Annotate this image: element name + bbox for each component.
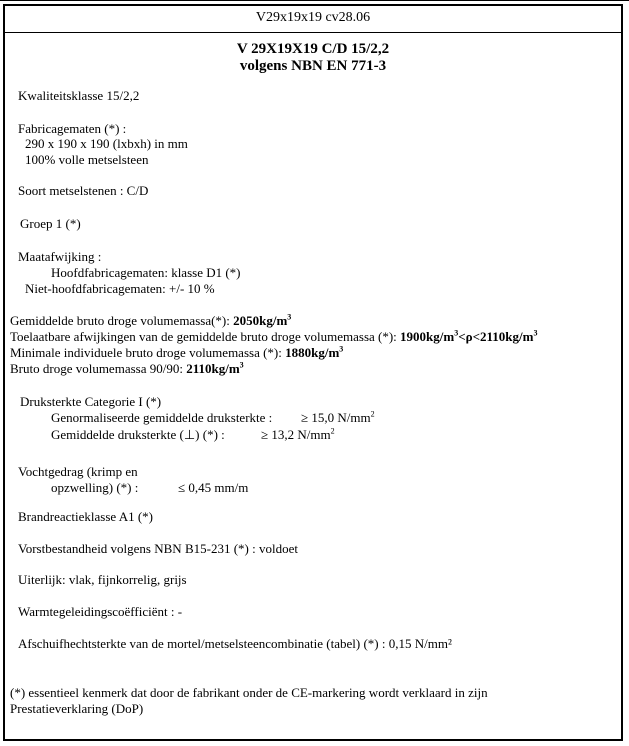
uiterlijk: Uiterlijk: vlak, fijnkorrelig, grijs	[18, 572, 187, 587]
volumemassa-90-90	[10, 361, 244, 376]
toelaatbare-afwijkingen	[10, 329, 537, 344]
groep: Groep 1 (*)	[20, 216, 81, 231]
vochtgedrag-value: ≤ 0,45 mm/m	[178, 480, 249, 495]
footnote-line2: Prestatieverklaring (DoP)	[10, 701, 144, 716]
gemiddelde-druksterkte-value: ≥ 13,2 $N/mm^2$	[261, 426, 335, 442]
gemiddelde-volumemassa	[10, 313, 291, 328]
gemiddelde-volumemassa-label: Gemiddelde bruto droge volumemassa(*):	[10, 313, 234, 328]
minimale-volumemassa-label: Minimale individuele bruto droge volumemassa (*):	[10, 345, 286, 360]
perpendicular-icon: ⊥	[183, 427, 196, 442]
header-separator	[5, 32, 621, 33]
vochtgedrag-label-line2: opzwelling) (*) :	[51, 480, 139, 495]
toelaatbare-afwijkingen-value: $1900kg/m^3<\rho<2110kg/m^3$	[400, 328, 538, 344]
druksterkte-label: Druksterkte Categorie I (*)	[20, 394, 162, 409]
afschuifhechtsterkte: Afschuifhechtsterkte van de mortel/metselsteencombinatie (tabel) (*) : 0,15 N/mm²	[18, 636, 452, 651]
genormaliseerde-druksterkte-label: Genormaliseerde gemiddelde druksterkte :	[51, 410, 273, 425]
soort-metselstenen: Soort metselstenen : C/D	[18, 183, 149, 198]
fabricagematen-type: 100% volle metselsteen	[25, 152, 149, 167]
gemiddelde-volumemassa-value: $2050kg/m^3$	[233, 312, 292, 328]
gemiddelde-druksterkte-label: Gemiddelde druksterkte (⊥) (*) :	[51, 427, 225, 442]
product-title: V 29X19X19 C/D 15/2,2	[236, 41, 390, 57]
volumemassa-90-90-value: $2110kg/m^3$	[186, 360, 244, 376]
product-standard: volgens NBN EN 771-3	[239, 58, 387, 74]
kwaliteitsklasse: Kwaliteitsklasse 15/2,2	[18, 88, 140, 103]
volumemassa-90-90-label: Bruto droge volumemassa 90/90:	[10, 361, 187, 376]
minimale-volumemassa-value: $1880kg/m^3$	[285, 344, 344, 360]
hoofdfabricagematen: Hoofdfabricagematen: klasse D1 (*)	[51, 265, 241, 280]
maatafwijking-label: Maatafwijking :	[18, 249, 102, 264]
minimale-volumemassa	[10, 345, 343, 360]
toelaatbare-afwijkingen-label: Toelaatbare afwijkingen van de gemiddelde bruto droge volumemassa (*):	[10, 329, 401, 344]
fabricagematen-label: Fabricagematen (*) :	[18, 121, 127, 136]
declaration-frame	[3, 4, 623, 741]
vochtgedrag-label-line1: Vochtgedrag (krimp en	[18, 464, 138, 479]
genormaliseerde-druksterkte-value: ≥ 15,0 $N/mm^2$	[301, 409, 375, 425]
niet-hoofdfabricagematen: Niet-hoofdfabricagematen: +/- 10 %	[25, 281, 215, 296]
brandreactieklasse: Brandreactieklasse A1 (*)	[18, 509, 154, 524]
document-code: V29x19x19 cv28.06	[255, 10, 371, 25]
footnote-line1: (*) essentieel kenmerk dat door de fabrikant onder de CE-markering wordt verklaard in zijn	[10, 685, 488, 700]
fabricagematen-dims: 290 x 190 x 190 (lxbxh) in mm	[25, 136, 188, 151]
vorstbestandheid: Vorstbestandheid volgens NBN B15-231 (*) : voldoet	[18, 541, 298, 556]
warmtegeleidingscoefficient: Warmtegeleidingscoëfficiënt : -	[18, 604, 183, 619]
